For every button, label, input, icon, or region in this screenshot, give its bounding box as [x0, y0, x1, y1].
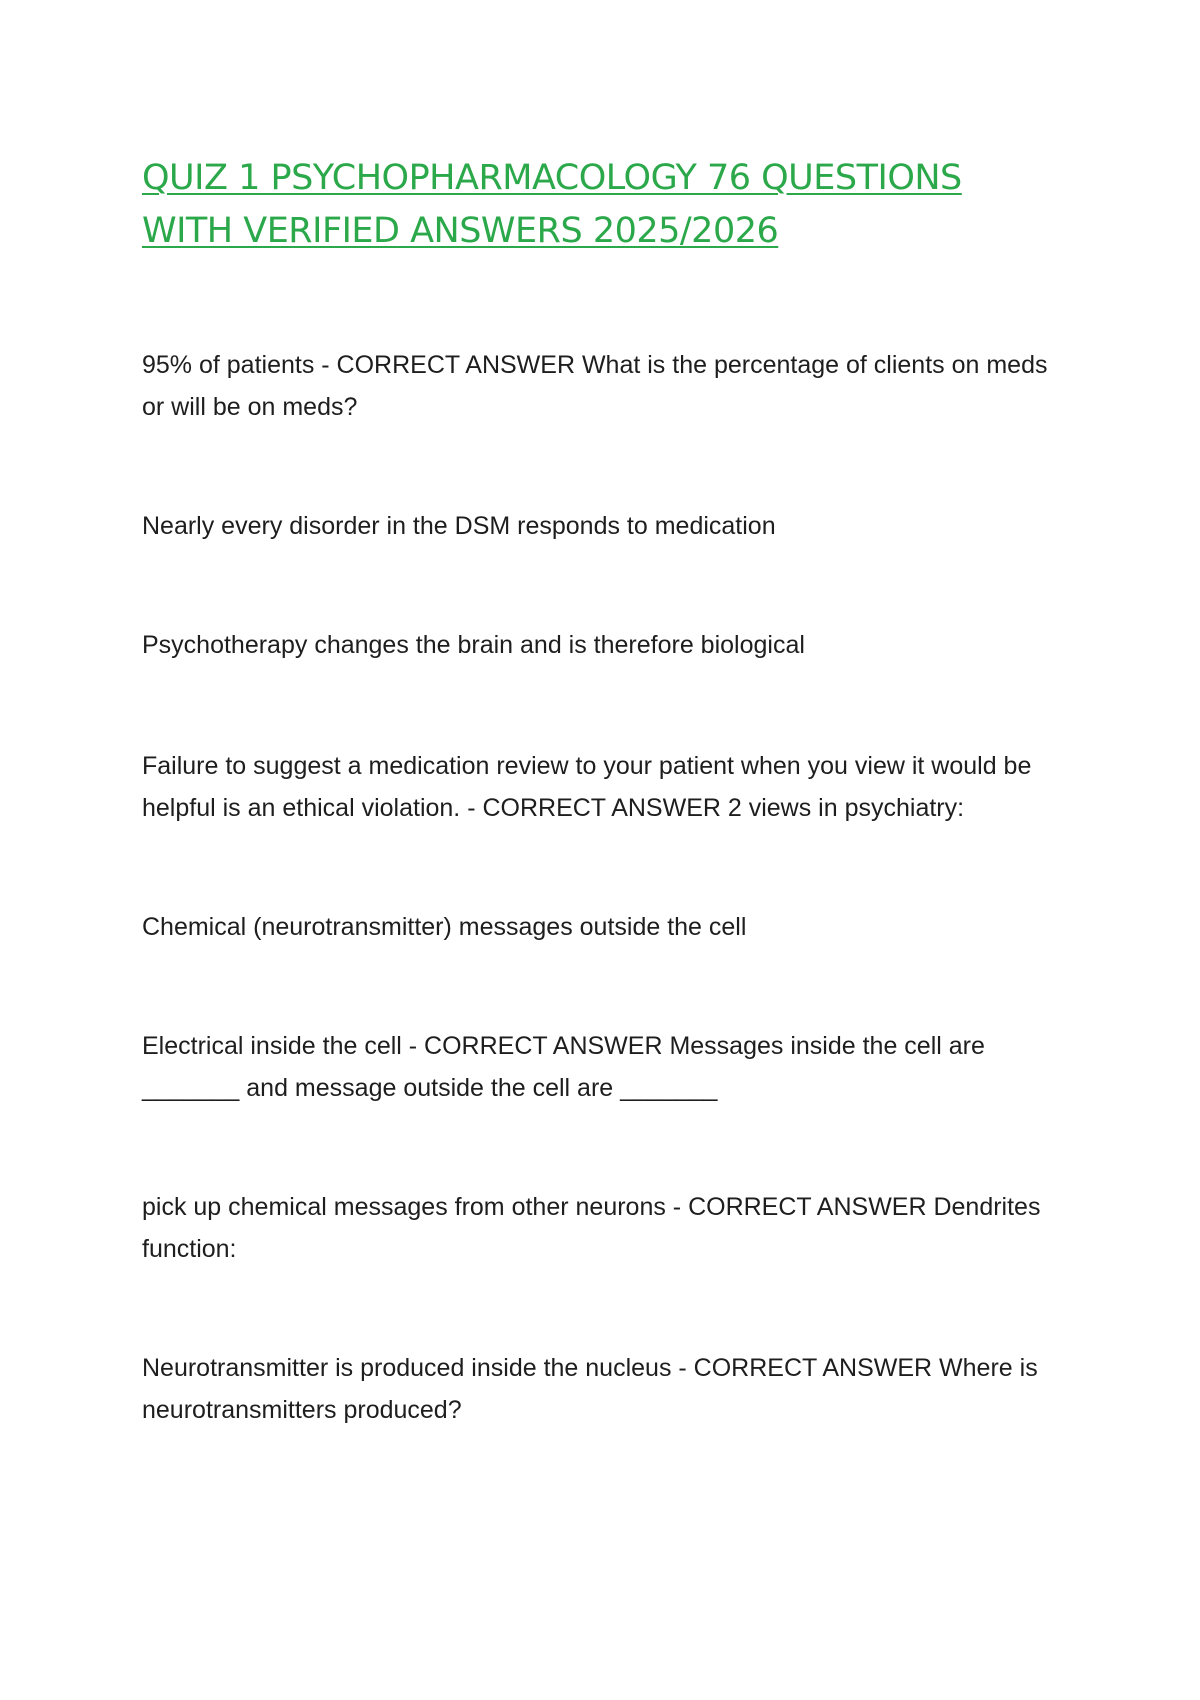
qa-paragraph: Neurotransmitter is produced inside the nucleus - CORRECT ANSWER Where is neurotransmitters produced?: [142, 1354, 1038, 1424]
qa-paragraph: Nearly every disorder in the DSM responds to medication: [142, 512, 776, 540]
document-title: QUIZ 1 PSYCHOPHARMACOLOGY 76 QUESTIONS WITH VERIFIED ANSWERS 2025/2026: [142, 158, 962, 251]
qa-paragraph: Psychotherapy changes the brain and is therefore biological: [142, 631, 805, 659]
qa-paragraph: Failure to suggest a medication review to your patient when you view it would be helpful is an ethical violation. - CORRECT ANSWER 2 views in psychiatry:: [142, 752, 1032, 822]
qa-paragraph: pick up chemical messages from other neurons - CORRECT ANSWER Dendrites function:: [142, 1193, 1041, 1263]
qa-paragraph: Chemical (neurotransmitter) messages outside the cell: [142, 913, 747, 941]
qa-paragraph: Electrical inside the cell - CORRECT ANSWER Messages inside the cell are _______ and message outside the cell are _______: [142, 1032, 985, 1102]
qa-paragraph: 95% of patients - CORRECT ANSWER What is the percentage of clients on meds or will be on meds?: [142, 351, 1048, 421]
